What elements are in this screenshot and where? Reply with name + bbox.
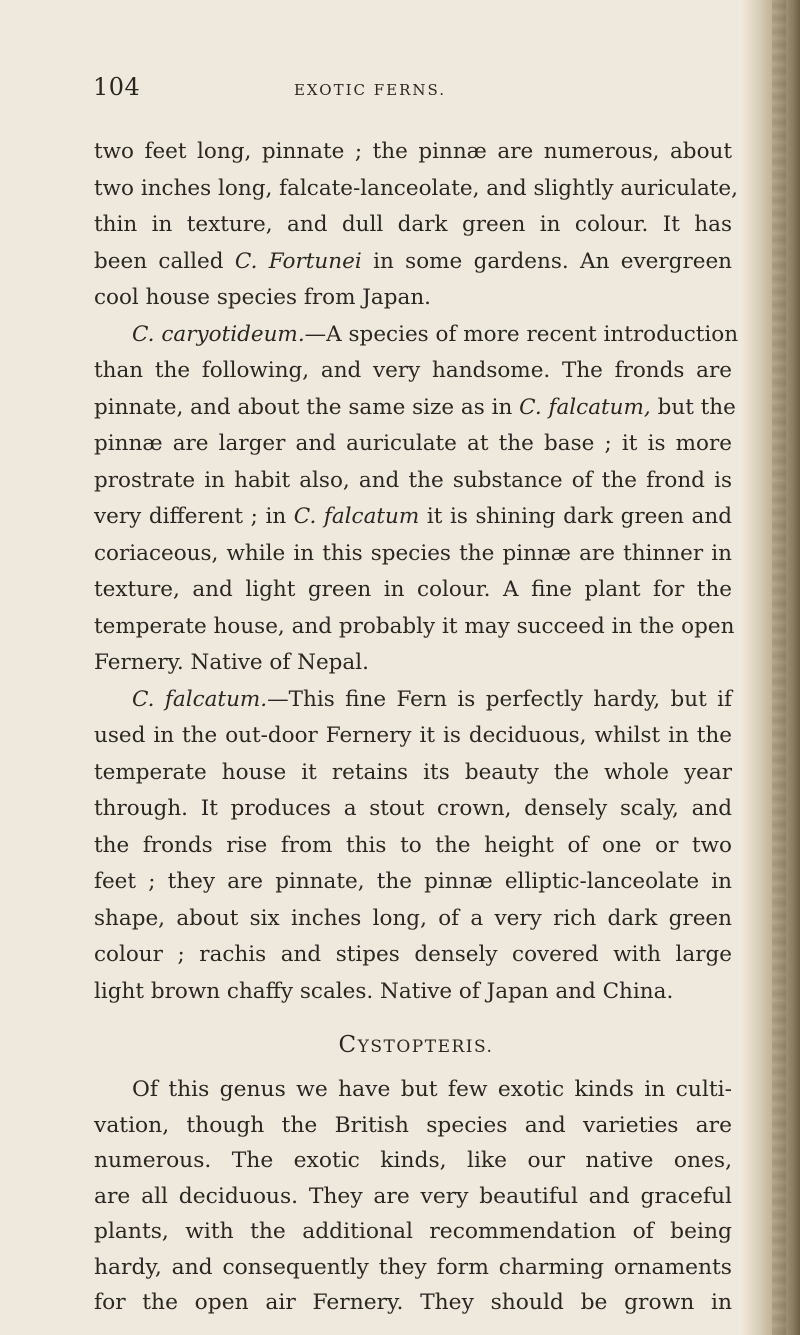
text-line: numerous. The exotic kinds, like our native ones, — [94, 1148, 732, 1173]
species-name: C. falcatum. — [132, 686, 268, 712]
text-line: vation, though the British species and varieties are — [94, 1112, 732, 1138]
heading-initial: C — [338, 1032, 358, 1058]
text-line — [94, 499, 732, 536]
text-line: prostrate in habit also, and the substance of the frond is — [94, 467, 732, 493]
species-name: C. Fortunei — [234, 248, 362, 274]
text-line: cool house species from Japan. — [94, 285, 431, 310]
text-line: thin in texture, and dull dark green in colour. It has — [94, 212, 732, 237]
text-line: through. It produces a stout crown, densely scaly, and — [94, 796, 732, 821]
text-line: coriaceous, while in this species the pinnæ are thinner in — [94, 540, 732, 566]
text-line: shape, about six inches long, of a very rich dark green — [94, 905, 732, 931]
text-span: pinnate, and about the same size as in — [94, 394, 520, 420]
text-line — [94, 244, 732, 281]
page-edge-shading — [742, 0, 800, 1335]
text-line: used in the out-door Fernery it is deciduous, whilst in the — [94, 723, 732, 748]
text-line: for the open air Fernery. They should be grown in — [94, 1290, 732, 1315]
species-name: C. falcatum, — [519, 394, 651, 420]
heading-rest: YSTOPTERIS. — [357, 1037, 494, 1057]
body-text — [94, 134, 739, 1321]
running-title: EXOTIC FERNS. — [293, 81, 447, 99]
text-line: pinnæ are larger and auriculate at the base ; it is more — [94, 431, 732, 456]
text-line: Of this genus we have but few exotic kinds in culti- — [132, 1077, 732, 1102]
text-line — [94, 682, 732, 719]
text-span: in some gardens. An evergreen — [361, 248, 733, 274]
text-line: texture, and light green in colour. A fine plant for the — [94, 577, 732, 602]
text-line — [94, 317, 739, 354]
text-span: —A species of more recent introduction — [304, 321, 739, 347]
text-line: hardy, and consequently they form charming ornaments — [94, 1254, 732, 1280]
text-line — [94, 390, 736, 427]
text-line: two feet long, pinnate ; the pinnæ are numerous, about — [94, 139, 732, 164]
text-line: colour ; rachis and stipes densely covered with large — [94, 942, 732, 967]
text-line: feet ; they are pinnate, the pinnæ elliptic-lanceolate in — [94, 869, 732, 894]
text-line: are all deciduous. They are very beautiful and graceful — [94, 1183, 732, 1209]
page-edge-texture — [772, 0, 786, 1335]
page-number: 104 — [93, 73, 141, 101]
text-line: light brown chaffy scales. Native of Japan and China. — [94, 978, 674, 1004]
section-heading — [94, 1024, 732, 1066]
text-span: been called — [94, 248, 235, 274]
species-name: C. falcatum — [293, 504, 420, 529]
text-line: plants, with the additional recommendation of being — [94, 1219, 732, 1244]
text-line: two inches long, falcate-lanceolate, and slightly auriculate, — [94, 175, 738, 201]
species-name: C. caryotideum. — [132, 321, 305, 347]
text-line: Fernery. Native of Nepal. — [94, 650, 369, 675]
text-line: temperate house it retains its beauty the whole year — [94, 759, 732, 785]
text-line: temperate house, and probably it may succeed in the open — [94, 613, 735, 639]
text-span: very different ; in — [94, 504, 294, 529]
text-line: the fronds rise from this to the height of one or two — [94, 832, 732, 858]
text-span: it is shining dark green and — [419, 504, 732, 529]
text-span: but the — [650, 394, 736, 420]
text-line: than the following, and very handsome. The fronds are — [94, 358, 732, 383]
text-span: —This fine Fern is perfectly hardy, but if — [267, 686, 732, 712]
section-paragraph — [94, 1072, 732, 1321]
